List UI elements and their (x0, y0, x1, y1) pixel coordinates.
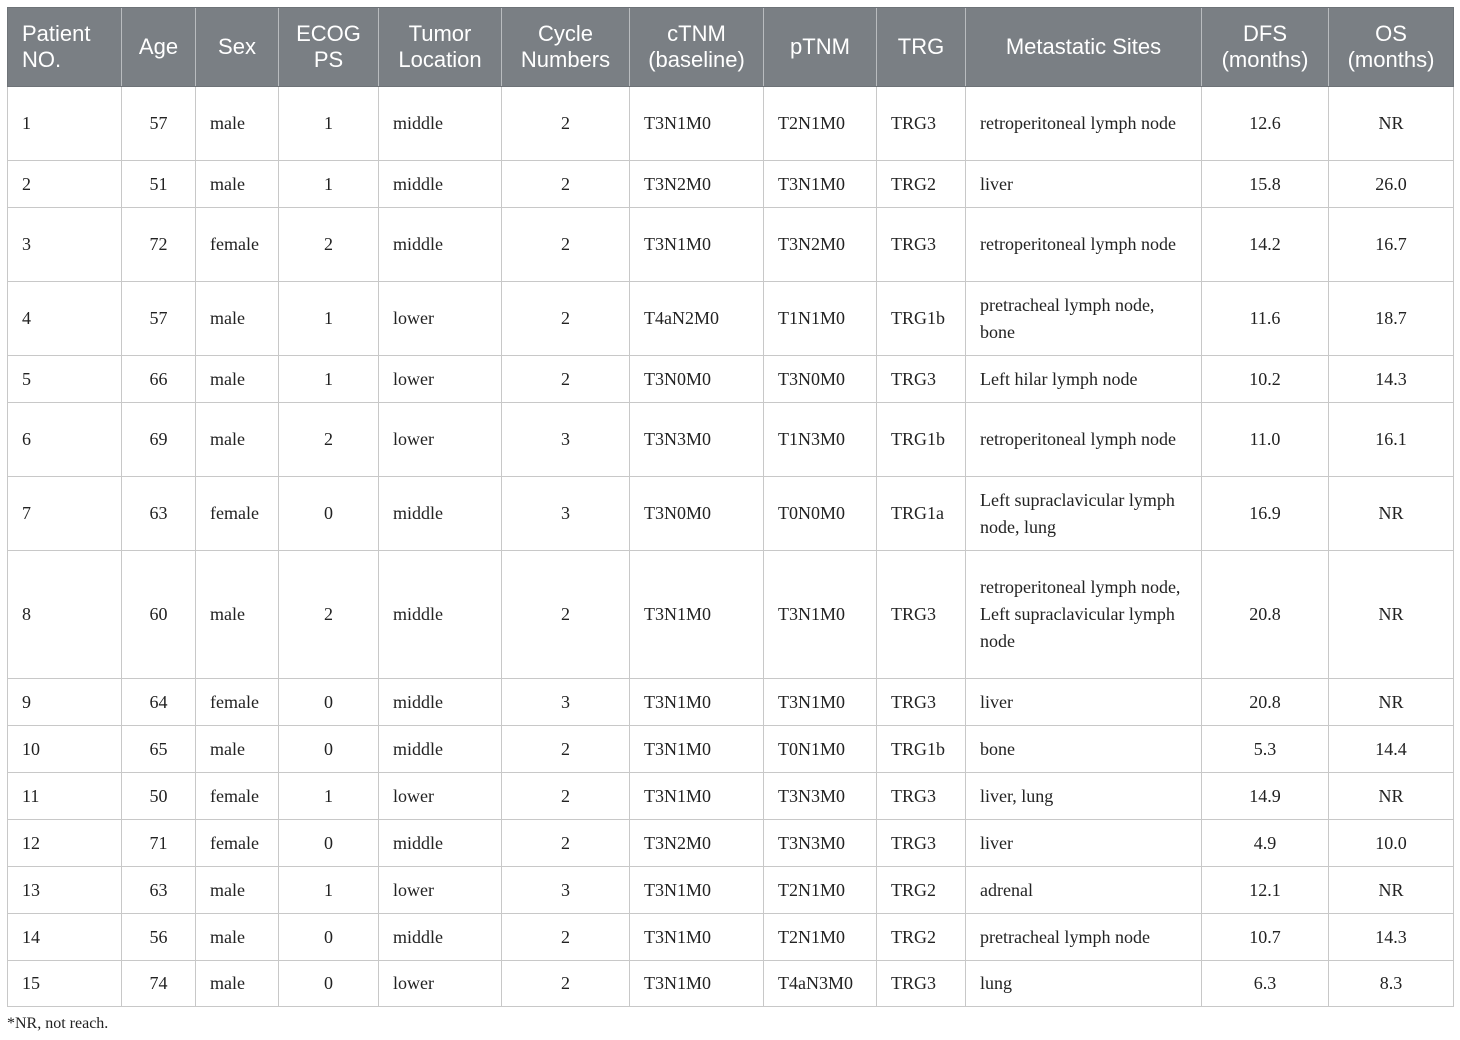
cell-trg: TRG3 (877, 551, 966, 679)
cell-ctnm: T3N0M0 (630, 356, 764, 403)
cell-ptnm: T3N0M0 (764, 356, 877, 403)
cell-sex: female (196, 820, 279, 867)
cell-sex: male (196, 551, 279, 679)
cell-age: 51 (122, 161, 196, 208)
table-footnote: *NR, not reach. (7, 1015, 109, 1032)
cell-ecog-ps: 1 (279, 282, 379, 356)
cell-os: NR (1329, 87, 1454, 161)
cell-os: 26.0 (1329, 161, 1454, 208)
cell-ecog-ps: 2 (279, 403, 379, 477)
cell-patient-no: 11 (8, 773, 122, 820)
cell-age: 71 (122, 820, 196, 867)
cell-trg: TRG3 (877, 773, 966, 820)
cell-trg: TRG3 (877, 820, 966, 867)
cell-dfs: 15.8 (1202, 161, 1329, 208)
cell-ptnm: T0N1M0 (764, 726, 877, 773)
header-sex: Sex (196, 8, 279, 87)
cell-dfs: 11.0 (1202, 403, 1329, 477)
cell-ctnm: T4aN2M0 (630, 282, 764, 356)
cell-trg: TRG1a (877, 477, 966, 551)
cell-ctnm: T3N3M0 (630, 403, 764, 477)
cell-metastatic-sites: liver, lung (966, 773, 1202, 820)
cell-metastatic-sites: liver (966, 820, 1202, 867)
cell-trg: TRG1b (877, 726, 966, 773)
cell-ecog-ps: 2 (279, 208, 379, 282)
cell-ctnm: T3N1M0 (630, 726, 764, 773)
cell-patient-no: 12 (8, 820, 122, 867)
cell-os: NR (1329, 551, 1454, 679)
cell-metastatic-sites: pretracheal lymph node, bone (966, 282, 1202, 356)
cell-os: 10.0 (1329, 820, 1454, 867)
cell-cycle-numbers: 2 (502, 356, 630, 403)
cell-os: 16.1 (1329, 403, 1454, 477)
cell-sex: male (196, 914, 279, 961)
cell-tumor-location: middle (379, 551, 502, 679)
cell-ecog-ps: 0 (279, 477, 379, 551)
cell-tumor-location: lower (379, 867, 502, 914)
header-cycle-numbers: Cycle Numbers (502, 8, 630, 87)
cell-trg: TRG3 (877, 208, 966, 282)
table-row (8, 477, 1454, 551)
cell-ecog-ps: 0 (279, 914, 379, 961)
table-row (8, 208, 1454, 282)
cell-ptnm: T3N2M0 (764, 208, 877, 282)
cell-ptnm: T3N1M0 (764, 679, 877, 726)
cell-tumor-location: lower (379, 356, 502, 403)
header-metastatic-sites: Metastatic Sites (966, 8, 1202, 87)
cell-dfs: 4.9 (1202, 820, 1329, 867)
cell-patient-no: 3 (8, 208, 122, 282)
cell-ptnm: T1N1M0 (764, 282, 877, 356)
table-row (8, 282, 1454, 356)
cell-tumor-location: middle (379, 161, 502, 208)
cell-os: NR (1329, 477, 1454, 551)
cell-patient-no: 1 (8, 87, 122, 161)
cell-os: NR (1329, 773, 1454, 820)
header-ctnm-baseline: cTNM (baseline) (630, 8, 764, 87)
cell-dfs: 14.9 (1202, 773, 1329, 820)
cell-cycle-numbers: 2 (502, 961, 630, 1007)
cell-ecog-ps: 1 (279, 356, 379, 403)
cell-age: 64 (122, 679, 196, 726)
data-table-container (7, 7, 1453, 1007)
cell-patient-no: 13 (8, 867, 122, 914)
table-row (8, 867, 1454, 914)
cell-ecog-ps: 1 (279, 773, 379, 820)
cell-ecog-ps: 0 (279, 726, 379, 773)
cell-ptnm: T3N3M0 (764, 773, 877, 820)
cell-cycle-numbers: 2 (502, 161, 630, 208)
cell-ctnm: T3N2M0 (630, 161, 764, 208)
cell-tumor-location: lower (379, 961, 502, 1007)
cell-age: 56 (122, 914, 196, 961)
cell-age: 66 (122, 356, 196, 403)
table-row (8, 161, 1454, 208)
cell-sex: male (196, 356, 279, 403)
cell-trg: TRG1b (877, 403, 966, 477)
header-patient-no: Patient NO. (8, 8, 122, 87)
cell-sex: male (196, 161, 279, 208)
table-row (8, 679, 1454, 726)
cell-ecog-ps: 0 (279, 961, 379, 1007)
cell-dfs: 10.2 (1202, 356, 1329, 403)
cell-ctnm: T3N1M0 (630, 773, 764, 820)
cell-patient-no: 9 (8, 679, 122, 726)
cell-ptnm: T3N3M0 (764, 820, 877, 867)
cell-cycle-numbers: 2 (502, 87, 630, 161)
cell-ctnm: T3N1M0 (630, 208, 764, 282)
cell-metastatic-sites: retroperitoneal lymph node (966, 87, 1202, 161)
cell-sex: female (196, 679, 279, 726)
cell-metastatic-sites: Left supraclavicular lymph node, lung (966, 477, 1202, 551)
cell-trg: TRG3 (877, 356, 966, 403)
cell-ctnm: T3N1M0 (630, 961, 764, 1007)
cell-ptnm: T2N1M0 (764, 867, 877, 914)
cell-metastatic-sites: pretracheal lymph node (966, 914, 1202, 961)
cell-ctnm: T3N1M0 (630, 551, 764, 679)
cell-ctnm: T3N1M0 (630, 914, 764, 961)
cell-age: 74 (122, 961, 196, 1007)
header-dfs-months: DFS (months) (1202, 8, 1329, 87)
cell-cycle-numbers: 2 (502, 914, 630, 961)
cell-dfs: 10.7 (1202, 914, 1329, 961)
cell-ctnm: T3N2M0 (630, 820, 764, 867)
cell-metastatic-sites: liver (966, 161, 1202, 208)
cell-trg: TRG1b (877, 282, 966, 356)
table-row (8, 87, 1454, 161)
patient-characteristics-table (7, 7, 1454, 1007)
cell-dfs: 11.6 (1202, 282, 1329, 356)
cell-cycle-numbers: 3 (502, 679, 630, 726)
cell-ecog-ps: 1 (279, 161, 379, 208)
cell-age: 50 (122, 773, 196, 820)
table-header-row (8, 8, 1454, 87)
cell-dfs: 16.9 (1202, 477, 1329, 551)
cell-ctnm: T3N1M0 (630, 679, 764, 726)
cell-sex: male (196, 403, 279, 477)
cell-trg: TRG3 (877, 961, 966, 1007)
cell-cycle-numbers: 2 (502, 551, 630, 679)
cell-ecog-ps: 0 (279, 820, 379, 867)
cell-age: 72 (122, 208, 196, 282)
cell-metastatic-sites: Left hilar lymph node (966, 356, 1202, 403)
cell-tumor-location: middle (379, 820, 502, 867)
cell-metastatic-sites: bone (966, 726, 1202, 773)
cell-patient-no: 6 (8, 403, 122, 477)
cell-ptnm: T3N1M0 (764, 161, 877, 208)
cell-cycle-numbers: 3 (502, 477, 630, 551)
cell-ctnm: T3N1M0 (630, 87, 764, 161)
cell-age: 65 (122, 726, 196, 773)
table-row (8, 961, 1454, 1007)
cell-patient-no: 8 (8, 551, 122, 679)
cell-dfs: 12.1 (1202, 867, 1329, 914)
cell-metastatic-sites: retroperitoneal lymph node, Left supraclavicular lymph node (966, 551, 1202, 679)
header-ecog-ps: ECOG PS (279, 8, 379, 87)
cell-ptnm: T4aN3M0 (764, 961, 877, 1007)
cell-sex: male (196, 961, 279, 1007)
cell-sex: male (196, 867, 279, 914)
cell-sex: male (196, 726, 279, 773)
cell-ptnm: T0N0M0 (764, 477, 877, 551)
cell-metastatic-sites: adrenal (966, 867, 1202, 914)
cell-os: 16.7 (1329, 208, 1454, 282)
cell-cycle-numbers: 2 (502, 208, 630, 282)
table-row (8, 773, 1454, 820)
cell-metastatic-sites: liver (966, 679, 1202, 726)
table-row (8, 403, 1454, 477)
cell-cycle-numbers: 3 (502, 867, 630, 914)
cell-age: 63 (122, 867, 196, 914)
cell-age: 57 (122, 282, 196, 356)
cell-dfs: 20.8 (1202, 551, 1329, 679)
cell-ecog-ps: 2 (279, 551, 379, 679)
cell-ptnm: T2N1M0 (764, 87, 877, 161)
cell-dfs: 12.6 (1202, 87, 1329, 161)
cell-patient-no: 15 (8, 961, 122, 1007)
cell-trg: TRG2 (877, 914, 966, 961)
cell-trg: TRG2 (877, 867, 966, 914)
cell-sex: female (196, 208, 279, 282)
cell-sex: female (196, 773, 279, 820)
table-row (8, 726, 1454, 773)
cell-os: 14.3 (1329, 914, 1454, 961)
header-trg: TRG (877, 8, 966, 87)
cell-dfs: 6.3 (1202, 961, 1329, 1007)
cell-patient-no: 5 (8, 356, 122, 403)
cell-os: 8.3 (1329, 961, 1454, 1007)
cell-tumor-location: middle (379, 726, 502, 773)
cell-age: 63 (122, 477, 196, 551)
cell-age: 69 (122, 403, 196, 477)
table-row (8, 820, 1454, 867)
cell-tumor-location: middle (379, 477, 502, 551)
cell-metastatic-sites: lung (966, 961, 1202, 1007)
table-body (8, 87, 1454, 1007)
cell-tumor-location: middle (379, 914, 502, 961)
cell-tumor-location: lower (379, 282, 502, 356)
header-age: Age (122, 8, 196, 87)
cell-ptnm: T3N1M0 (764, 551, 877, 679)
header-tumor-location: Tumor Location (379, 8, 502, 87)
cell-ecog-ps: 1 (279, 867, 379, 914)
cell-dfs: 14.2 (1202, 208, 1329, 282)
cell-cycle-numbers: 2 (502, 726, 630, 773)
cell-cycle-numbers: 2 (502, 282, 630, 356)
cell-ctnm: T3N1M0 (630, 867, 764, 914)
cell-ecog-ps: 0 (279, 679, 379, 726)
cell-tumor-location: middle (379, 679, 502, 726)
cell-tumor-location: middle (379, 87, 502, 161)
cell-os: NR (1329, 867, 1454, 914)
cell-cycle-numbers: 3 (502, 403, 630, 477)
cell-tumor-location: middle (379, 208, 502, 282)
cell-dfs: 5.3 (1202, 726, 1329, 773)
cell-patient-no: 14 (8, 914, 122, 961)
cell-os: 18.7 (1329, 282, 1454, 356)
cell-metastatic-sites: retroperitoneal lymph node (966, 208, 1202, 282)
cell-patient-no: 10 (8, 726, 122, 773)
cell-trg: TRG2 (877, 161, 966, 208)
cell-patient-no: 7 (8, 477, 122, 551)
cell-os: 14.4 (1329, 726, 1454, 773)
cell-sex: female (196, 477, 279, 551)
cell-dfs: 20.8 (1202, 679, 1329, 726)
cell-metastatic-sites: retroperitoneal lymph node (966, 403, 1202, 477)
cell-tumor-location: lower (379, 773, 502, 820)
cell-ptnm: T2N1M0 (764, 914, 877, 961)
table-row (8, 551, 1454, 679)
header-os-months: OS (months) (1329, 8, 1454, 87)
cell-cycle-numbers: 2 (502, 773, 630, 820)
cell-age: 57 (122, 87, 196, 161)
cell-ctnm: T3N0M0 (630, 477, 764, 551)
cell-tumor-location: lower (379, 403, 502, 477)
cell-sex: male (196, 282, 279, 356)
cell-os: 14.3 (1329, 356, 1454, 403)
cell-age: 60 (122, 551, 196, 679)
cell-sex: male (196, 87, 279, 161)
cell-ptnm: T1N3M0 (764, 403, 877, 477)
header-ptnm: pTNM (764, 8, 877, 87)
cell-cycle-numbers: 2 (502, 820, 630, 867)
cell-ecog-ps: 1 (279, 87, 379, 161)
table-row (8, 356, 1454, 403)
cell-patient-no: 4 (8, 282, 122, 356)
cell-patient-no: 2 (8, 161, 122, 208)
cell-os: NR (1329, 679, 1454, 726)
cell-trg: TRG3 (877, 87, 966, 161)
cell-trg: TRG3 (877, 679, 966, 726)
table-row (8, 914, 1454, 961)
